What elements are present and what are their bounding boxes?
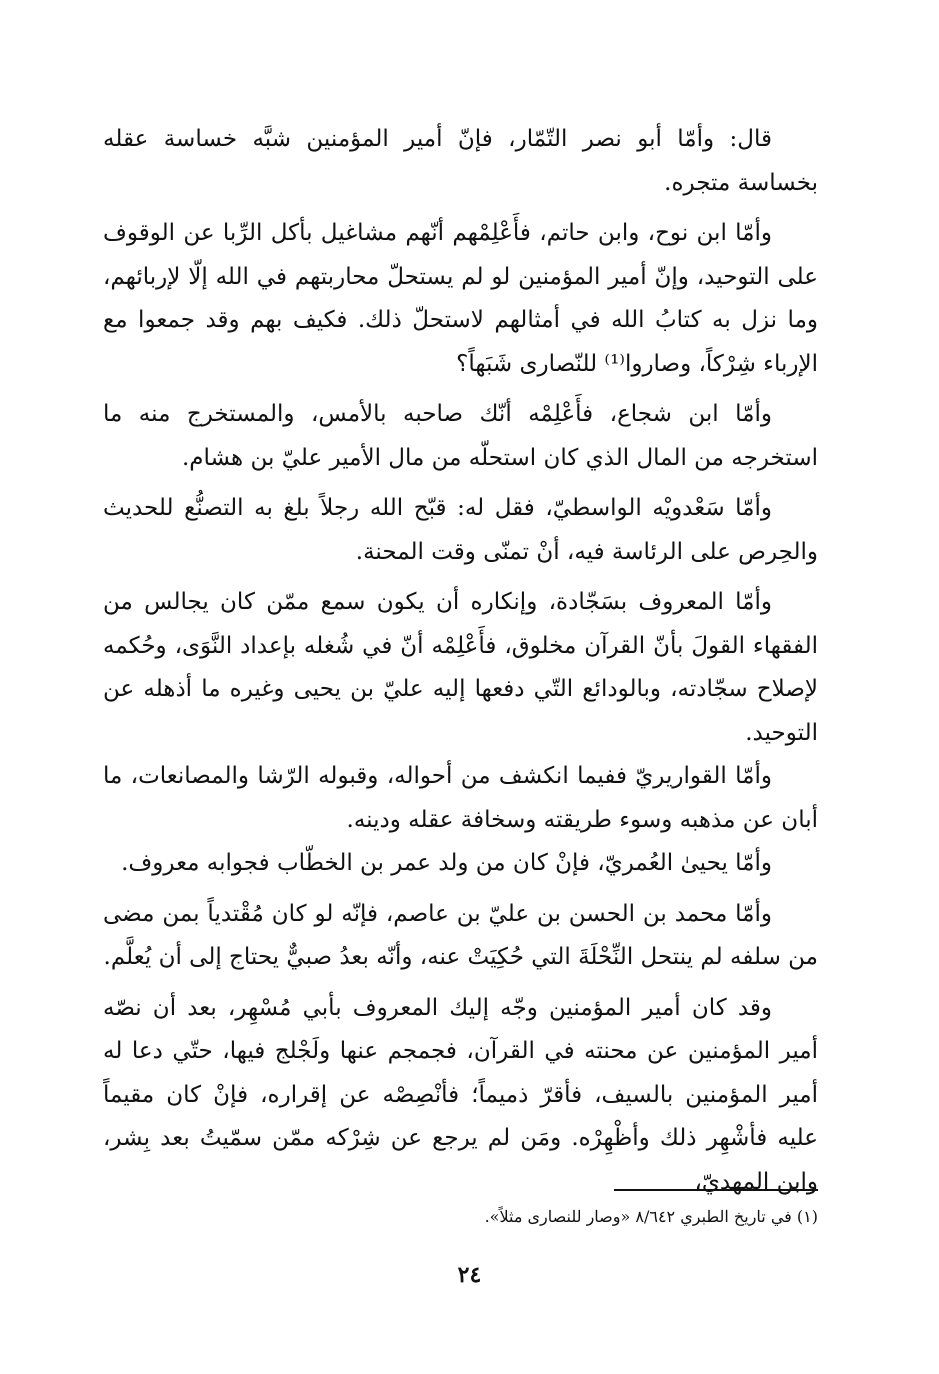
paragraph-muhammad-ibn-hasan: وأمّا محمد بن الحسن بن عليّ بن عاصم، فإنّه لو كان مُقْتدياً بمن مضى من سلفه لم ينتحل النِّحْلَةَ التي حُكِيَتْ عنه، وأنّه بعدُ صبيٌّ يحتاج إلى أن يُعلَّم. [103, 900, 818, 970]
paragraph-qawariri: وأمّا القواريريّ ففيما انكشف من أحواله، وقبوله الرّشا والمصانعات، ما أبان عن مذهبه وسوء طريقته وسخافة عقله ودينه. [103, 763, 818, 833]
paragraph-ibn-nuh: وأمّا ابن نوح، وابن حاتم، فأَعْلِمْهم أنّهم مشاغيل بأكل الرِّبا عن الوقوف على التوحيد، وإنّ أمير المؤمنين لو لم يستحلّ محاربتهم في الله إلّا لإربائهم، وما نزل به كتابُ الله في أمثالهم لاستحلّ ذلك. فكيف بهم وقد جمعوا مع الإرباء شِرْكاً، وصاروا⁽¹⁾ للنّصارى شَبَهاً؟ [103, 220, 818, 377]
paragraph-sajjada: وأمّا المعروف بسَجّادة، وإنكاره أن يكون سمع ممّن كان يجالس من الفقهاء القولَ بأنّ القرآن مخلوق، فأَعْلِمْه أنّ في شُغله بإعداد النَّوَى، وحُكمه لإصلاح سجّادته، وبالودائع التّي دفعها إليه عليّ بن يحيى وغيره ما أذهله عن التوحيد. [103, 589, 818, 746]
paragraph-sadawayh: وأمّا سَعْدويْه الواسطيّ، فقل له: قبّح الله رجلاً بلغ به التصنُّع للحديث والحِرص على الرئاسة فيه، أنْ تمنّى وقت المحنة. [103, 495, 818, 565]
paragraph-ibn-shuja: وأمّا ابن شجاع، فأَعْلِمْه أنّك صاحبه بالأمس، والمستخرج منه ما استخرجه من المال الذي كان استحلّه من مال الأمير عليّ بن هشام. [103, 401, 818, 471]
main-text [103, 118, 818, 1204]
paragraph-umari: وأمّا يحيىٰ العُمريّ، فإنْ كان من ولد عمر بن الخطّاب فجوابه معروف. [121, 850, 772, 876]
footnote: (١) في تاريخ الطبري ٨/٦٤٢ «وصار للنصارى مثلاً». [484, 1207, 818, 1226]
paragraph-abu-mushir: وقد كان أمير المؤمنين وجّه إليك المعروف بأبي مُسْهِر، بعد أن نصّه أمير المؤمنين عن محنته في القرآن، فجمجم عنها ولَجْلج فيها، حتّي دعا له أمير المؤمنين بالسيف، فأقرّ ذميماً؛ فأنْصِصْه عن إقراره، فإنْ كان مقيماً عليه فأشْهِر ذلك وأظْهِرْه. ومَن لم يرجع عن شِرْكه ممّن سمّيتُ بعد بِشر، وابن المهديّ، [103, 994, 818, 1195]
footnote-divider [614, 1189, 818, 1191]
page-number: ٢٤ [457, 1262, 482, 1288]
paragraph-abu-nasr: قال: وأمّا أبو نصر التّمّار، فإنّ أمير المؤمنين شبَّه خساسة عقله بخساسة متجره. [103, 126, 818, 196]
